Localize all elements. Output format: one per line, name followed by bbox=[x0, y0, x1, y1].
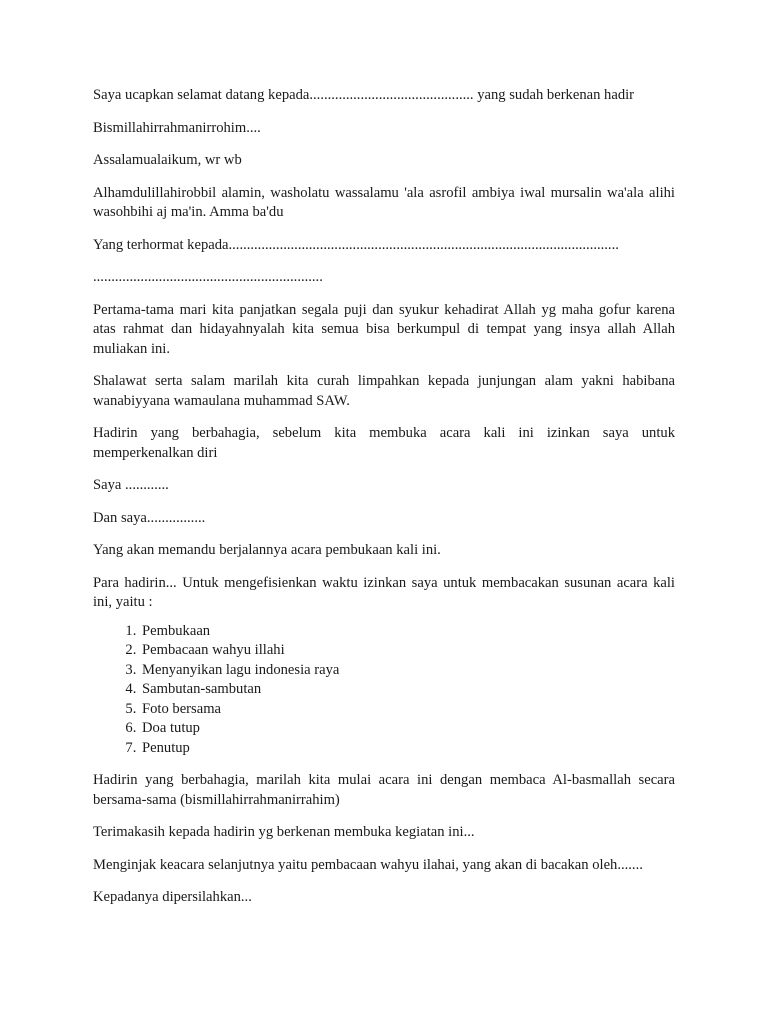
basmalah-line: Bismillahirrahmanirrohim.... bbox=[93, 119, 261, 136]
salam-line: Assalamualaikum, wr wb bbox=[93, 152, 242, 168]
invitation-line: Kepadanya dipersilahkan... bbox=[93, 889, 252, 905]
gratitude-paragraph: Pertama-tama mari kita panjatkan segala puji dan syukur kehadirat Allah yg maha gofur karena atas rahmat dan hidayahnyalah kita semua bisa berkumpul di tempat yang insya allah Allah muliakan ini. bbox=[93, 301, 675, 357]
welcome-paragraph: Saya ucapkan selamat datang kepada............................................. yang sudah berkenan hadir bbox=[93, 87, 635, 103]
agenda-item: 6. Doa tutup bbox=[140, 719, 675, 739]
basmallah-invitation-paragraph: Hadirin yang berbahagia, marilah kita mulai acara ini dengan membaca Al-basmallah secara bersama-sama (bismillahirrahmanirrahim) bbox=[93, 772, 675, 808]
next-agenda-paragraph: Menginjak keacara selanjutnya yaitu pembacaan wahyu ilahai, yang akan di bacakan oleh....... bbox=[93, 856, 643, 873]
shalawat-paragraph: Shalawat serta salam marilah kita curah limpahkan kepada junjungan alam yakni habibana wanabiyyana wamaulana muhammad SAW. bbox=[93, 373, 675, 409]
agenda-item: 4. Sambutan-sambutan bbox=[140, 680, 675, 700]
agenda-item: 5. Foto bersama bbox=[140, 700, 675, 720]
agenda-item: 1. Pembukaan bbox=[140, 622, 675, 642]
host-one-line: Saya ............ bbox=[93, 477, 169, 493]
hamdalah-paragraph: Alhamdulillahirobbil alamin, washolatu wassalamu 'ala asrofil ambiya iwal mursalin wa'ala alihi wasohbihi aj ma'in. Amma ba'du bbox=[93, 184, 675, 220]
agenda-item: 7. Penutup bbox=[140, 739, 675, 759]
thanks-line: Terimakasih kepada hadirin yg berkenan membuka kegiatan ini... bbox=[93, 824, 475, 840]
agenda-item: 2. Pembacaan wahyu illahi bbox=[140, 641, 675, 661]
agenda-intro-paragraph: Para hadirin... Untuk mengefisienkan waktu izinkan saya untuk membacakan susunan acara kali ini, yaitu : bbox=[93, 574, 675, 610]
honorific-line: Yang terhormat kepada........................................................................................................... bbox=[93, 236, 619, 253]
document-page bbox=[93, 86, 675, 921]
introduction-paragraph: Hadirin yang berbahagia, sebelum kita membuka acara kali ini izinkan saya untuk memperkenalkan diri bbox=[93, 425, 675, 461]
guide-line: Yang akan memandu berjalannya acara pembukaan kali ini. bbox=[93, 542, 441, 558]
agenda-list bbox=[93, 622, 675, 759]
host-two-line: Dan saya................ bbox=[93, 509, 206, 526]
honorific-continuation-line: ............................................................... bbox=[93, 269, 323, 285]
agenda-item: 3. Menyanyikan lagu indonesia raya bbox=[140, 661, 675, 681]
